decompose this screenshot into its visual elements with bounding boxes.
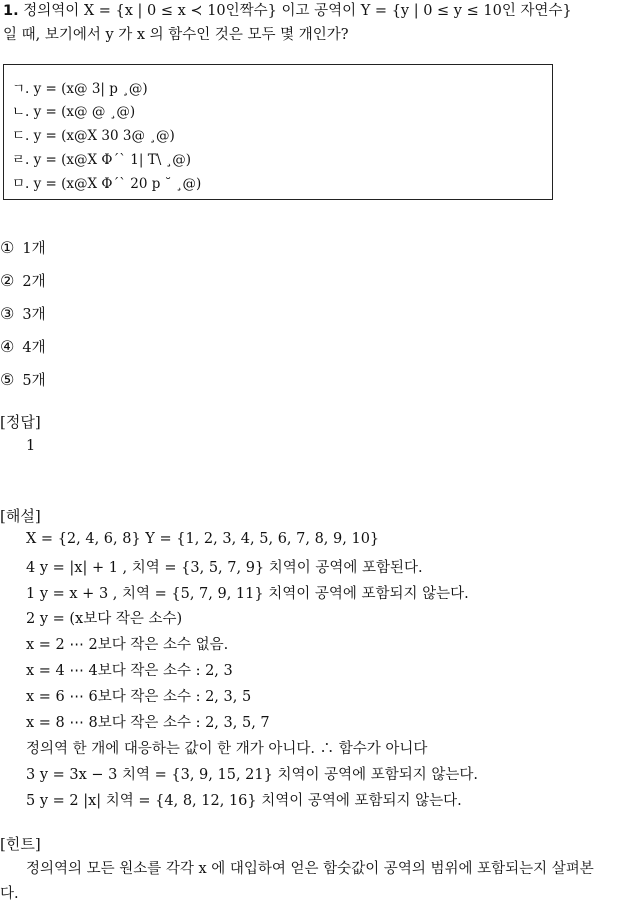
choice-4-label: 4개 [22,340,46,356]
choice-4-number: ④ [0,337,15,356]
choice-5-number: ⑤ [0,370,15,389]
choice-3[interactable] [0,303,46,324]
choice-1[interactable] [0,237,46,258]
hint-text: 정의역의 모든 원소를 각각 x 에 대입하여 얻은 함숫값이 공역의 범위에 포함되는지 살펴본다. [0,861,594,902]
explanation-line-5: x = 2 ⋯ 2보다 작은 소수 없음. [26,637,229,653]
explanation-line-4: 2 y = (x보다 작은 소수) [26,611,183,627]
explanation-line-3: 1 y = x + 3 , 치역 = {5, 7, 9, 11} 치역이 공역에 포함되지 않는다. [26,586,469,602]
box-item-2: ㄴ. y = (x@ @ ¸@) [12,104,136,120]
box-item-5: ㅁ. y = (x@X Φ´` 20 p ˘ ¸@) [12,176,202,192]
explanation-line-2: 4 y = |x| + 1 , 치역 = {3, 5, 7, 9} 치역이 공역에 포함된다. [26,560,423,576]
explanation-line-10: 3 y = 3x − 3 치역 = {3, 9, 15, 21} 치역이 공역에 포함되지 않는다. [26,767,478,783]
answer-value: 1 [26,438,36,454]
explanation-line-6: x = 4 ⋯ 4보다 작은 소수 : 2, 3 [26,663,233,679]
choice-4[interactable] [0,336,46,357]
choice-2[interactable] [0,270,46,291]
hint-heading: [힌트] [0,835,41,853]
choice-1-label: 1개 [22,241,46,257]
choice-5[interactable] [0,369,46,390]
explanation-line-9: 정의역 한 개에 대응하는 값이 한 개가 아니다. ∴ 함수가 아니다 [26,741,428,757]
answer-heading: [정답] [0,413,41,431]
box-item-4: ㄹ. y = (x@X Φ´` 1| T\ ¸@) [12,152,192,168]
choice-1-number: ① [0,238,15,257]
choice-3-label: 3개 [22,307,46,323]
explanation-line-11: 5 y = 2 |x| 치역 = {4, 8, 12, 16} 치역이 공역에 포함되지 않는다. [26,793,462,809]
choice-5-label: 5개 [22,373,46,389]
choice-2-number: ② [0,271,15,290]
explanation-line-1: X = {2, 4, 6, 8} Y = {1, 2, 3, 4, 5, 6, 7, 8, 9, 10} [26,531,380,547]
question-number: 1. [3,3,19,19]
choice-2-label: 2개 [22,274,46,290]
explanation-line-8: x = 8 ⋯ 8보다 작은 소수 : 2, 3, 5, 7 [26,715,270,731]
explanation-line-7: x = 6 ⋯ 6보다 작은 소수 : 2, 3, 5 [26,689,252,705]
question-text-2: 일 때, 보기에서 y 가 x 의 함수인 것은 모두 몇 개인가? [3,27,349,43]
box-item-3: ㄷ. y = (x@X 30 3@ ¸@) [12,128,175,144]
question-line-1 [3,0,572,22]
choice-3-number: ③ [0,304,15,323]
question-text-1: 정의역이 X = {x | 0 ≤ x ≺ 10인짝수} 이고 공역이 Y = {y | 0 ≤ y ≤ 10인 자연수} [23,3,572,19]
explanation-heading: [해설] [0,507,41,525]
box-item-1: ㄱ. y = (x@ 3| p ¸@) [12,81,148,97]
example-box [3,64,553,200]
